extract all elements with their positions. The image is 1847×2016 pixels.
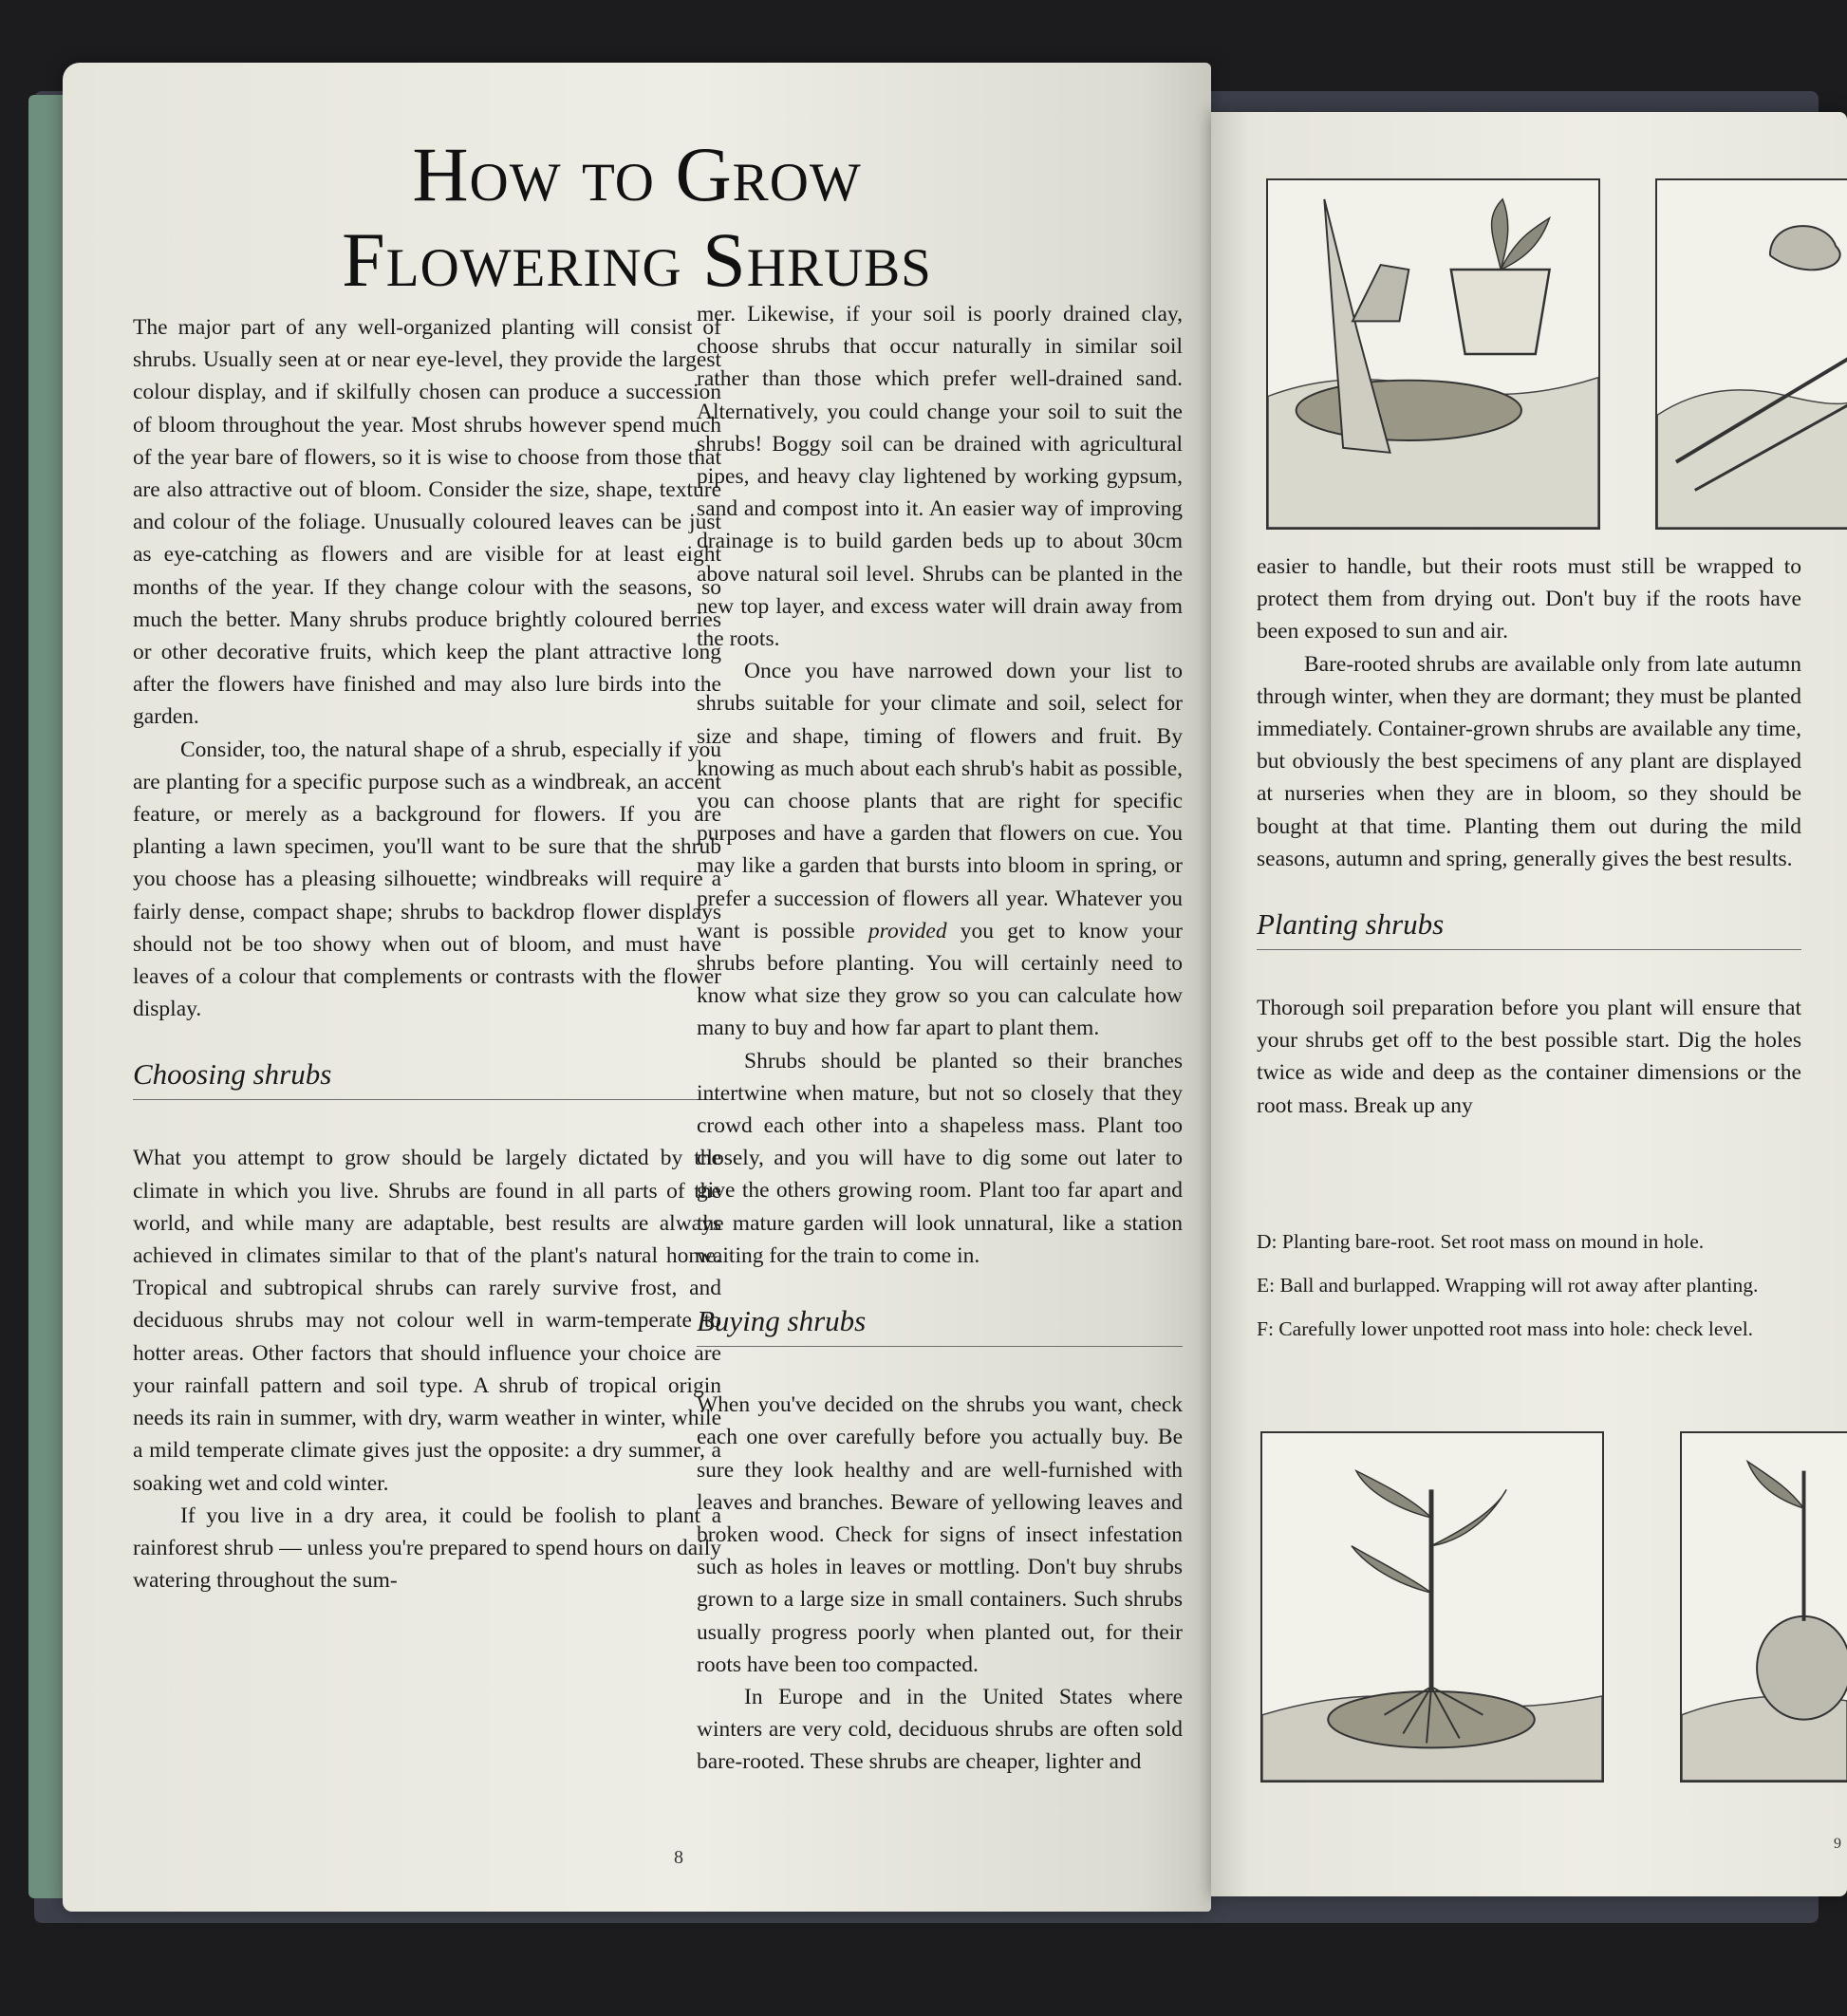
paragraph: Consider, too, the natural shape of a shrub, especially if you are planting for a specific purpose such as a windbreak, an accent feature, or merely as a background for flowers. If you are planting a lawn specimen, you'll want to be sure that the shrub you choose has a pleasing silhouette; windbreaks will require a fairly dense, compact shape; shrubs to backdrop flower displays should not be too showy when out of bloom, and must have leaves of a colour that complements or contrasts with the flower display. [133, 737, 721, 1022]
illustration-digging-hole [1266, 178, 1600, 530]
paragraph: Once you have narrowed down your list to shrubs suitable for your climate and soil, select for size and shape, timing of flowers and fruit. By knowing as much about each shrub's habit as possible, you can choose plants that are right for specific purposes and have a garden that flowers on cue. You may like a garden that bursts into bloom in spring, or prefer a succession of flowers all year. Whatever you want is possible provided you get to know your shrubs before planting. You will certainly need to know what size they grow so you can calculate how many to buy and how far apart to plant them. [697, 659, 1184, 1041]
caption-e: E: Ball and burlapped. Wrapping will rot away after planting. [1257, 1274, 1759, 1297]
paragraph: What you attempt to grow should be largely dictated by the climate in which you live. Shrubs are found in all parts of the world, and while many are adaptable, best results are always achieved in climates similar to that of the plant's natural home. Tropical and subtropical shrubs can rarely survive frost, and deciduous shrubs may not colour well in warm-temperate to hotter areas. Other factors that should influence your choice are your rainfall pattern and soil type. A shrub of tropical origin needs its rain in summer, with dry, warm weather in winter, while a mild temperate climate gives just the opposite: a dry summer, a soaking wet and cold winter. [133, 1146, 721, 1496]
section-heading-choosing-shrubs: Choosing shrubs [133, 1055, 721, 1100]
paragraph: mer. Likewise, if your soil is poorly drained clay, choose shrubs that occur naturally in similar soil rather than those which prefer well-drained sand. Alternatively, you could change your soil to suit the shrubs! Boggy soil can be drained with agricultural pipes, and heavy clay lightened by working gypsum, sand and compost into it. An easier way of improving drainage is to build garden beds up to about 30cm above natural soil level. Shrubs can be planted in the new top layer, and excess water will drain away from the roots. [697, 302, 1183, 652]
paragraph: Bare-rooted shrubs are available only from late autumn through winter, when they are dormant; they must be planted immediately. Container-grown shrubs are available any time, but obviously the best specimens of any plant are displayed at nurseries when they are in bloom, so they should be bought at that time. Planting them out during the mild seasons, autumn and spring, generally gives the best results. [1257, 651, 1801, 871]
caption-d: D: Planting bare-root. Set root mass on mound in hole. [1257, 1230, 1705, 1253]
caption-f: F: Carefully lower unpotted root mass into hole: check level. [1257, 1317, 1754, 1340]
paragraph: If you live in a dry area, it could be foolish to plant a rainforest shrub — unless you're prepared to spend hours on daily watering throughout the sum- [133, 1503, 721, 1594]
right-column [1257, 551, 1801, 1122]
right-page [1211, 112, 1847, 1896]
paragraph: Thorough soil preparation before you plant will ensure that your shrubs get off to the best possible start. Dig the holes twice as wide and deep as the container dimensions or the root mass. Break up any [1257, 996, 1801, 1118]
left-column-2 [697, 298, 1183, 1779]
illustration-bare-root-planting [1260, 1431, 1604, 1783]
section-heading-planting-shrubs: Planting shrubs [1257, 905, 1801, 950]
page-title-line-2: Flowering Shrubs [342, 216, 932, 303]
section-heading-buying-shrubs: Buying shrubs [697, 1302, 1183, 1347]
caption-list [1257, 1226, 1801, 1357]
illustration-ball-and-burlap [1680, 1431, 1847, 1783]
emphasis: provided [868, 918, 947, 943]
left-column-1 [133, 311, 721, 1596]
paragraph: When you've decided on the shrubs you want, check each one over carefully before you actually buy. Be sure they look healthy and are well-furnished with leaves and branches. Beware of yellowing leaves and broken wood. Check for signs of insect infestation such as holes in leaves or mottling. Don't buy shrubs grown to a large size in small containers. Such shrubs usually progress poorly when planted out, for their roots have been too compacted. [697, 1392, 1183, 1677]
paragraph: The major part of any well-organized planting will consist of shrubs. Usually seen at or near eye-level, they provide the largest colour display, and if skilfully chosen can produce a succession of bloom throughout the year. Most shrubs however spend much of the year bare of flowers, so it is wise to choose from those that are also attractive out of bloom. Consider the size, shape, texture and colour of the foliage. Unusually coloured leaves can be just as eye-catching as flowers and are visible for at least eight months of the year. If they change colour with the seasons, so much the better. Many shrubs produce brightly coloured berries or other decorative fruits, which keep the plant attractive long after the flowers have finished and may also lure birds into the garden. [133, 315, 721, 730]
left-page [63, 63, 1211, 1912]
page-number-right: 9 [1834, 1836, 1841, 1852]
page-title-line-1: How to Grow [412, 131, 862, 217]
paragraph: Shrubs should be planted so their branches intertwine when mature, but not so closely that they crowd each other into a shapeless mass. Plant too closely, and you will have to dig some out later to give the others growing room. Plant too far apart and the mature garden will look unnatural, like a station waiting for the train to come in. [697, 1048, 1183, 1268]
page-number-left: 8 [674, 1847, 683, 1868]
paragraph: In Europe and in the United States where winters are very cold, deciduous shrubs are often sold bare-rooted. These shrubs are cheaper, lighter and [697, 1684, 1183, 1775]
illustration-mixing-soil [1655, 178, 1847, 530]
paragraph: easier to handle, but their roots must still be wrapped to protect them from drying out. Don't buy if the roots have been exposed to sun and air. [1257, 554, 1801, 644]
